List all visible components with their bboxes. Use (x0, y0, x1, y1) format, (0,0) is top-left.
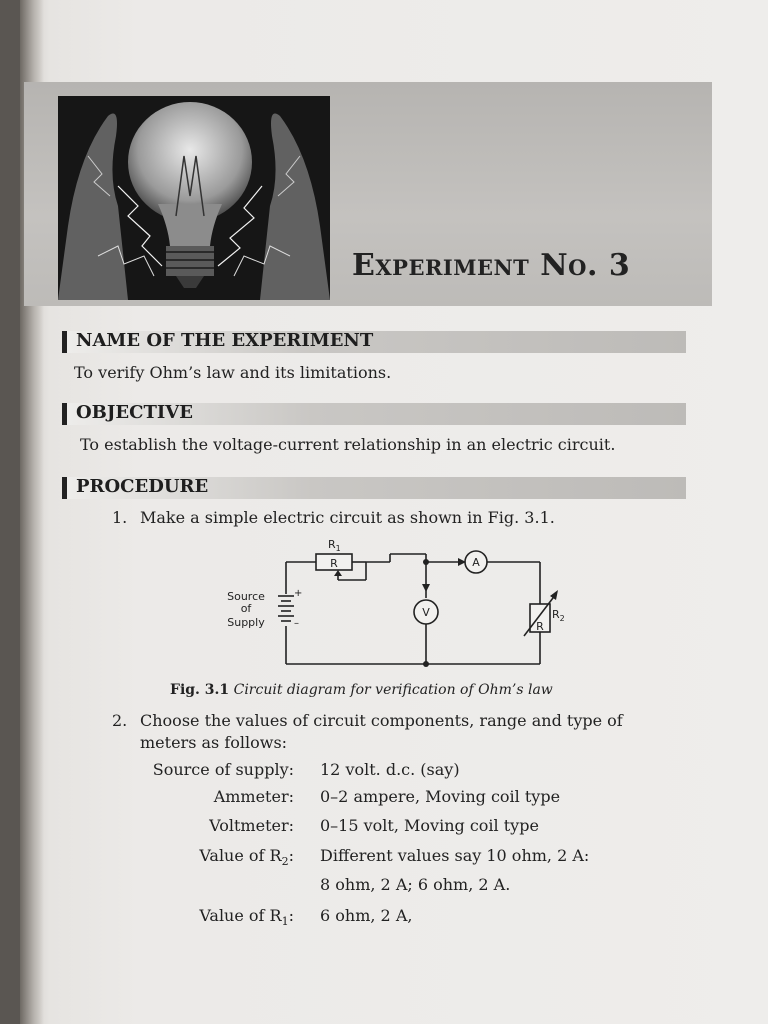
experiment-name-text: To verify Ohm’s law and its limitations. (74, 363, 392, 382)
step-text-line1: Choose the values of circuit components, range and type of (140, 711, 623, 730)
section-heading-objective: OBJECTIVE (76, 402, 193, 423)
r1-label: $R_1$ (328, 538, 341, 553)
figure-caption (170, 682, 553, 698)
component-label: Value of $R_1$: (199, 906, 294, 929)
step-number: 1. (112, 508, 128, 527)
objective-text: To establish the voltage-current relationship in an electric circuit. (80, 435, 616, 454)
source-label-line2: of (240, 602, 252, 615)
step-text: Make a simple electric circuit as shown in Fig. 3.1. (140, 508, 555, 527)
r1-box-label: R (330, 557, 338, 570)
step-number: 2. (112, 711, 128, 730)
component-value: Different values say 10 ohm, 2 A: (320, 846, 590, 865)
source-label-line1: Source (227, 590, 265, 603)
r2-box-label: R (536, 620, 544, 633)
step-text-line2: meters as follows: (140, 733, 288, 752)
voltmeter-label: V (422, 606, 430, 619)
component-value: 6 ohm, 2 A, (320, 906, 413, 925)
r2-label: $R_2$ (552, 608, 565, 623)
component-label: Source of supply: (152, 760, 294, 779)
figure-caption-text: Circuit diagram for verification of Ohm’s law (233, 682, 553, 698)
ammeter-label: A (472, 556, 480, 569)
lightbulb-illustration (58, 96, 330, 300)
circuit-diagram (210, 532, 570, 674)
section-marker-objective (62, 403, 67, 425)
section-marker-name (62, 331, 67, 353)
source-label-line3: Supply (227, 616, 265, 629)
plus-sign: + (294, 588, 303, 599)
section-heading-procedure: PROCEDURE (76, 476, 209, 497)
experiment-title: Experiment No. 3 (352, 248, 631, 283)
component-value: 12 volt. d.c. (say) (320, 760, 460, 779)
figure-label: Fig. 3.1 (170, 682, 230, 698)
component-label: Ammeter: (213, 787, 294, 806)
component-label: Voltmeter: (209, 816, 294, 835)
component-value: 0–2 ampere, Moving coil type (320, 787, 561, 806)
section-heading-name: NAME OF THE EXPERIMENT (76, 330, 374, 351)
component-label: Value of $R_2$: (199, 846, 294, 869)
minus-sign: – (294, 618, 299, 629)
component-value: 0–15 volt, Moving coil type (320, 816, 539, 835)
component-value-continued: 8 ohm, 2 A; 6 ohm, 2 A. (320, 875, 511, 894)
section-marker-procedure (62, 477, 67, 499)
